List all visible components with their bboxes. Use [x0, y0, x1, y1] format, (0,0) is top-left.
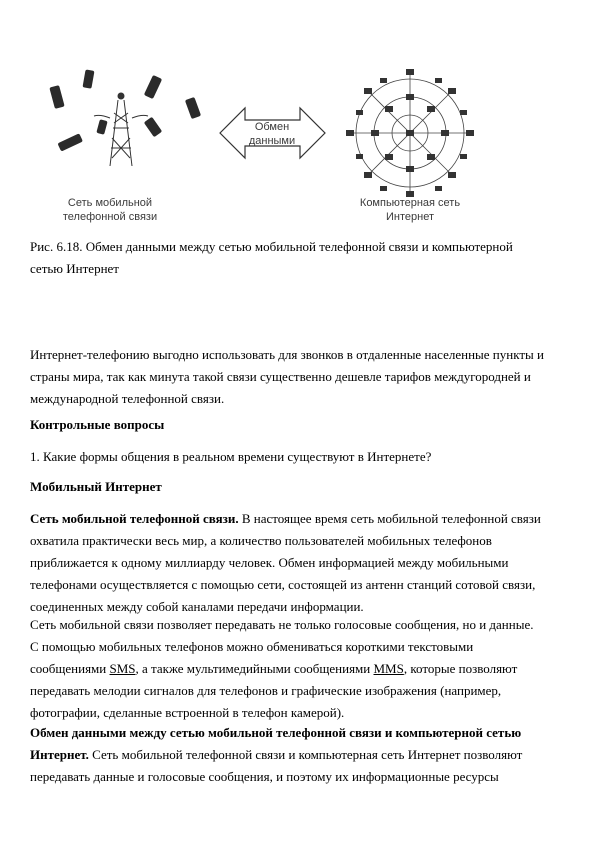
mobile-network-paragraph — [30, 508, 575, 618]
intro-paragraph — [30, 344, 575, 410]
text-line: охватила практически весь мир, а количество пользователей мобильных телефонов — [30, 533, 492, 548]
text-line: Интернет-телефонию выгодно использовать для звонков в отдаленные населенные пункты и — [30, 347, 544, 362]
right-label-line2: Интернет — [386, 211, 434, 223]
paragraph-lead: Обмен данными между сетью мобильной телефонной связи и компьютерной сетью — [30, 725, 522, 740]
text-line: передавать данные и голосовые сообщения, и поэтому их информационные ресурсы — [30, 769, 499, 784]
figure-6-18 — [40, 58, 490, 230]
text-line: передавать мелодии сигналов для телефонов и графические изображения (например, — [30, 683, 502, 698]
caption-line: Рис. 6.18. Обмен данными между сетью мобильной телефонной связи и компьютерной — [30, 239, 513, 254]
left-label-line1: Сеть мобильной — [67, 197, 153, 209]
exchange-arrow-icon — [220, 108, 325, 158]
question-1: 1. Какие формы общения в реальном времени существуют в Интернете? — [30, 449, 432, 464]
left-label-line2: телефонной связи — [62, 211, 158, 223]
text-line: приближается к одному миллиарду человек. Обмен информацией между мобильными — [30, 555, 509, 570]
text-line: С помощью мобильных телефонов можно обмениваться короткими текстовыми — [30, 639, 474, 654]
paragraph-lead: Сеть мобильной телефонной связи. — [30, 511, 239, 526]
text-line: телефонами осуществляется с помощью сети, состоящей из антенн станций сотовой связи, — [30, 577, 536, 592]
caption-line: сетью Интернет — [30, 261, 119, 276]
paragraph-lead: Интернет. — [30, 747, 89, 762]
text-line: соединенных между собой каналами передачи информации. — [30, 599, 364, 614]
mobile-data-paragraph — [30, 614, 575, 724]
text-span: В настоящее время сеть мобильной телефонной связи — [238, 511, 541, 526]
arrow-label-line1: Обмен — [254, 121, 290, 133]
text-line — [30, 508, 575, 530]
arrow-label-line2: данными — [248, 135, 296, 147]
text-line: фотографии, сделанные встроенной в телефон камерой). — [30, 705, 345, 720]
text-span: сообщениями — [30, 661, 110, 676]
text-line: Сеть мобильной связи позволяет передавать не только голосовые сообщения, но и данные. — [30, 617, 534, 632]
text-line: страны мира, так как минута такой связи существенно дешевле тарифов междугородней и — [30, 369, 531, 384]
figure-illustration — [40, 58, 490, 230]
mms-link[interactable]: MMS — [373, 661, 404, 676]
figure-caption — [30, 236, 570, 280]
sms-link[interactable]: SMS — [109, 661, 136, 676]
text-span: , которые позволяют — [403, 661, 518, 676]
text-line — [30, 744, 575, 766]
text-line: международной телефонной связи. — [30, 391, 225, 406]
text-span: , а также мультимедийными сообщениями — [135, 661, 374, 676]
mobile-internet-heading: Мобильный Интернет — [30, 479, 162, 494]
right-label-line1: Компьютерная сеть — [359, 197, 461, 209]
text-line — [30, 658, 575, 680]
control-questions-heading: Контрольные вопросы — [30, 417, 165, 432]
text-span: Сеть мобильной телефонной связи и компьютерная сеть Интернет позволяют — [88, 747, 523, 762]
data-exchange-paragraph — [30, 722, 575, 788]
